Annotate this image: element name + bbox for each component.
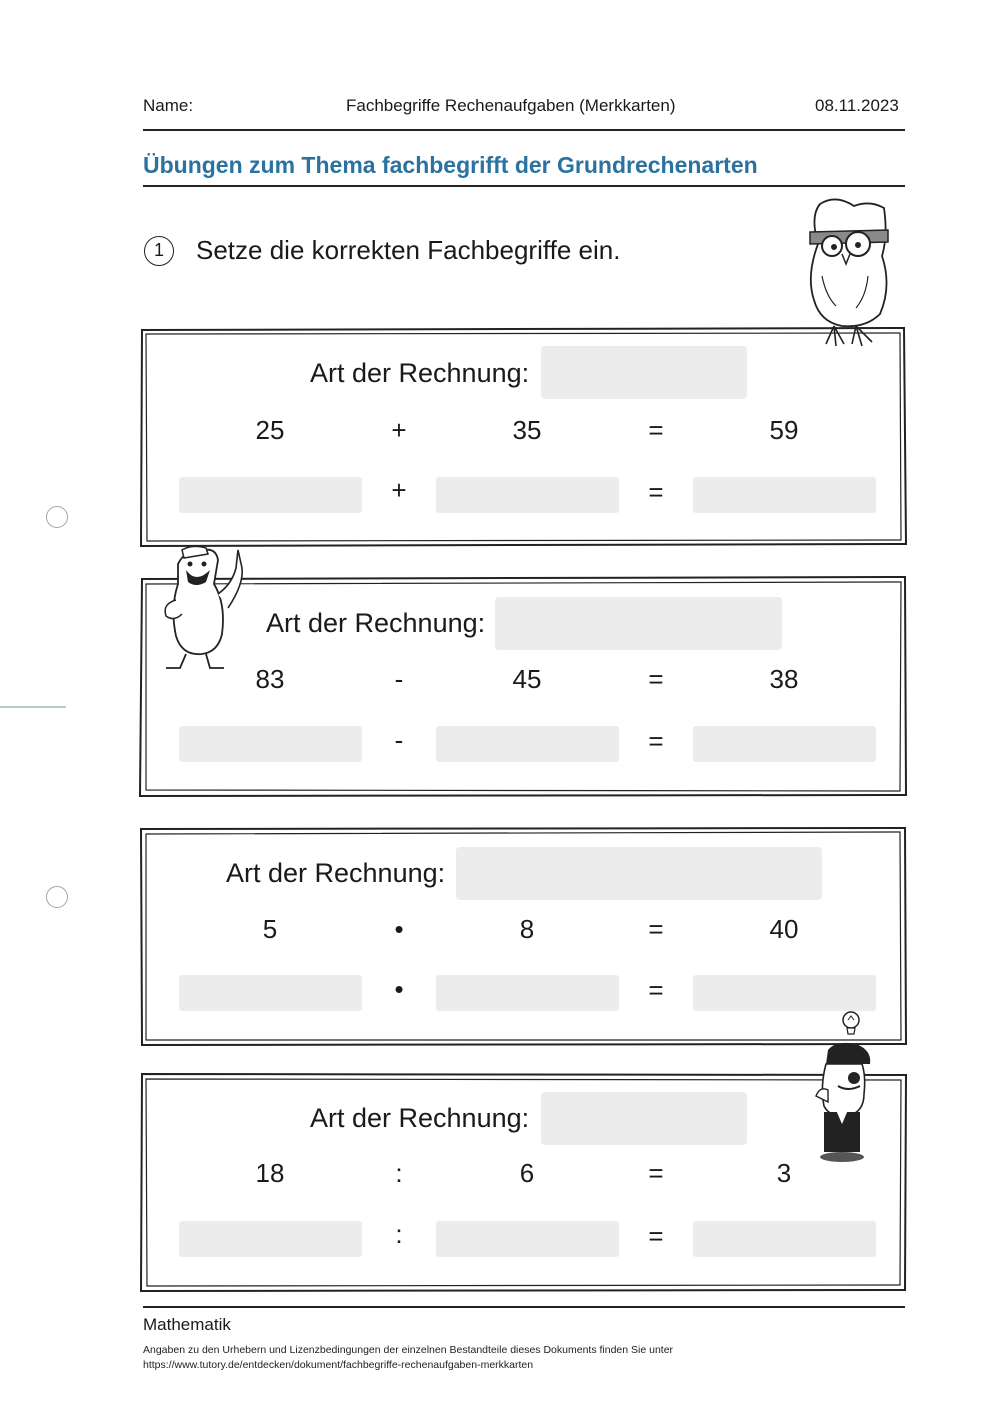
- equals-sign: =: [648, 726, 664, 756]
- art-der-rechnung-label: Art der Rechnung:: [226, 858, 446, 888]
- first-number: 5: [262, 914, 278, 944]
- first-number: 18: [255, 1158, 285, 1188]
- exercise-card-addition: [138, 326, 908, 548]
- term-field-first[interactable]: [179, 1221, 362, 1257]
- equals-sign: =: [648, 477, 664, 507]
- bear-pointing-icon: [156, 544, 256, 674]
- exercise-card-multiplication: [138, 826, 908, 1048]
- calculation-type-field[interactable]: [456, 847, 822, 900]
- second-number: 8: [519, 914, 535, 944]
- term-field-first[interactable]: [179, 477, 362, 513]
- operator: •: [394, 974, 404, 1004]
- term-field-result[interactable]: [693, 726, 876, 762]
- exercise-card-division: [138, 1072, 908, 1294]
- task-instruction: Setze die korrekten Fachbegriffe ein.: [196, 235, 621, 265]
- term-field-first[interactable]: [179, 975, 362, 1011]
- second-number: 35: [512, 415, 542, 445]
- footer-subject: Mathematik: [143, 1315, 231, 1334]
- result-number: 3: [776, 1158, 792, 1188]
- title-rule: [143, 185, 905, 187]
- equals-sign: =: [648, 975, 664, 1005]
- operator: -: [394, 664, 404, 694]
- equals-sign: =: [648, 664, 664, 694]
- term-field-second[interactable]: [436, 1221, 619, 1257]
- term-field-first[interactable]: [179, 726, 362, 762]
- operator: •: [394, 914, 404, 944]
- calculation-type-field[interactable]: [541, 1092, 747, 1145]
- detective-lightbulb-icon: [806, 1006, 876, 1164]
- art-der-rechnung-label: Art der Rechnung:: [266, 608, 486, 638]
- first-number: 83: [255, 664, 285, 694]
- operator: +: [391, 475, 407, 505]
- section-title: Übungen zum Thema fachbegrifft der Grundrechenarten: [143, 152, 758, 178]
- second-number: 45: [512, 664, 542, 694]
- operator: :: [395, 1219, 403, 1249]
- task-number: 1: [144, 236, 174, 266]
- term-field-second[interactable]: [436, 477, 619, 513]
- result-number: 59: [769, 415, 799, 445]
- result-number: 38: [769, 664, 799, 694]
- result-number: 40: [769, 914, 799, 944]
- footer-rule: [143, 1306, 905, 1308]
- fold-mark: [0, 706, 66, 708]
- document-title: Fachbegriffe Rechenaufgaben (Merkkarten): [346, 96, 676, 115]
- operator: -: [394, 725, 404, 755]
- equals-sign: =: [648, 914, 664, 944]
- equals-sign: =: [648, 415, 664, 445]
- art-der-rechnung-label: Art der Rechnung:: [310, 1103, 530, 1133]
- equals-sign: =: [648, 1221, 664, 1251]
- document-date: 08.11.2023: [815, 96, 899, 115]
- calculation-type-field[interactable]: [495, 597, 782, 650]
- term-field-second[interactable]: [436, 726, 619, 762]
- first-number: 25: [255, 415, 285, 445]
- term-field-second[interactable]: [436, 975, 619, 1011]
- name-label: Name:: [143, 96, 194, 115]
- footer-attribution: [143, 1343, 673, 1373]
- term-field-result[interactable]: [693, 477, 876, 513]
- operator: :: [395, 1158, 403, 1188]
- operator: +: [391, 415, 407, 445]
- punch-hole-mark: [46, 886, 68, 908]
- art-der-rechnung-label: Art der Rechnung:: [310, 358, 530, 388]
- calculation-type-field[interactable]: [541, 346, 747, 399]
- equals-sign: =: [648, 1158, 664, 1188]
- footer-attribution-text: Angaben zu den Urhebern und Lizenzbedingungen der einzelnen Bestandteile dieses Dokuments finden Sie unter: [143, 1344, 674, 1356]
- punch-hole-mark: [46, 506, 68, 528]
- footer-attribution-link[interactable]: https://www.tutory.de/entdecken/dokument/fachbegriffe-rechenaufgaben-merkkarten: [143, 1359, 534, 1371]
- second-number: 6: [519, 1158, 535, 1188]
- header-rule: [143, 129, 905, 131]
- term-field-result[interactable]: [693, 1221, 876, 1257]
